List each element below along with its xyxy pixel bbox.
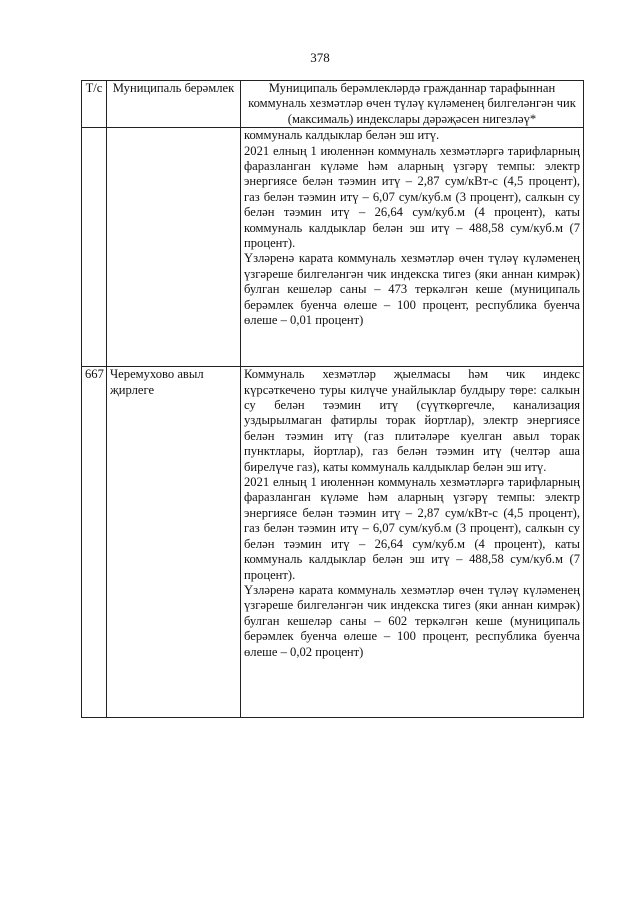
header-municipality: Муниципаль берәмлек: [107, 81, 241, 128]
paragraph: 2021 елның 1 июленнән коммуналь хезмәтләргә тарифларның фаразланган күләме һәм аларның үзгәрү темпы: электр энергиясе белән тәэмин итү – 2,87 сум/кВт-с (4,5 процент), газ белән тәэмин итү – 6,07 сум/куб.м (3 процент), салкын су белән тәэмин итү – 26,64 сум/куб.м (4 процент), каты коммуналь калдыклар белән эш итү – 488,58 сум/куб.м (7 процент).: [244, 143, 580, 251]
table-row: [82, 128, 584, 367]
row-municipality: [107, 128, 241, 367]
tariff-table: [81, 80, 584, 718]
paragraph: 2021 елның 1 июленнән коммуналь хезмәтләргә тарифларның фаразланган күләме һәм аларның үзгәрү темпы: электр энергиясе белән тәэмин итү – 2,87 сум/кВт-с (4,5 процент), газ белән тәэмин итү – 6,07 сум/куб.м (3 процент), салкын су белән тәэмин итү – 26,64 сум/куб.м (4 процент), каты коммуналь калдыклар белән эш итү – 488,58 сум/куб.м (7 процент).: [244, 475, 580, 582]
page-number: 378: [310, 50, 330, 65]
paragraph: коммуналь калдыклар белән эш итү.: [244, 128, 440, 143]
header-num: Т/с: [82, 81, 107, 128]
paragraph: Үзләренә карата коммуналь хезмәтләр өчен түләү күләменең үзгәреше билгеләнгән чик индекска тигез (яки аннан кимрәк) булган кешеләр саны – 602 теркәлгән кеше (муниципаль берәмлек буенча өлеше – 100 процент, республика буенча өлеше – 0,02 процент): [244, 582, 580, 659]
paragraph: Үзләренә карата коммуналь хезмәтләр өчен түләү күләменең үзгәреше билгеләнгән чик индекска тигез (яки аннан кимрәк) булган кешеләр саны – 473 теркәлгән кеше (муниципаль берәмлек буенча өлеше – 100 процент, республика буенча өлеше – 0,01 процент): [244, 251, 580, 328]
table-header-row: [82, 81, 584, 128]
row-municipality: Черемухово авыл җирлеге: [107, 367, 241, 718]
table-row: [82, 367, 584, 718]
row-description: [241, 128, 584, 367]
header-description: Муниципаль берәмлекләрдә гражданнар тарафыннан коммуналь хезмәтләр өчен түләү күләменең билгеләнгән чик (максималь) индекслары дәрәҗәсен нигезләү*: [241, 81, 584, 128]
paragraph: Коммуналь хезмәтләр җыелмасы һәм чик индекс күрсәткечено туры килүче унайлыклар булдыру төре: салкын су белән тәэмин итү (сүүткөргечле, канализация уздырылмаган фатирлы торак йортлар), электр энергиясе белән тәэмин итү (газ плитәләре куелган авыл торак пунктлары, йортлар), газ белән тәэмин итү (челтәр аша бирелүче газ), каты коммуналь калдыклар белән эш итү.: [244, 367, 580, 474]
row-description: [241, 367, 584, 718]
row-num: 667: [82, 367, 107, 718]
row-num: [82, 128, 107, 367]
